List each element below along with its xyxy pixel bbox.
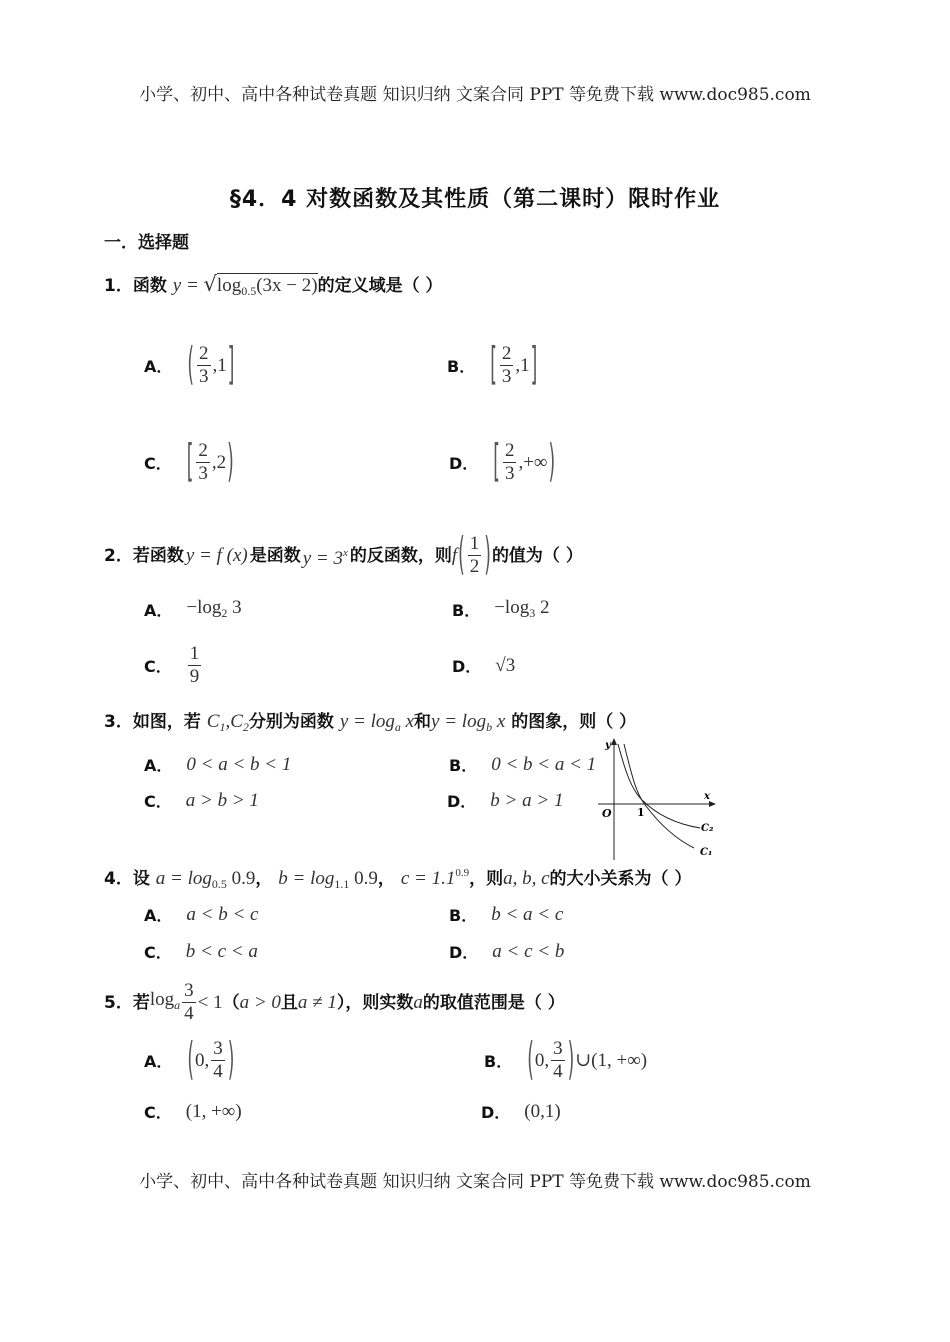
tick-label-one: 1 xyxy=(637,806,645,819)
option-d[interactable]: D． b > a > 1 xyxy=(447,789,564,811)
page-header: 小学、初中、高中各种试卷真题 知识归纳 文案合同 PPT 等免费下载 www.doc985.com xyxy=(139,85,811,105)
question-number: 4． xyxy=(104,869,133,889)
page-title: §4．4 对数函数及其性质（第二课时）限时作业 xyxy=(229,187,721,212)
y-axis-label: y xyxy=(605,740,611,751)
option-a[interactable]: A． ( 0, $\frac{3}{4}$ ) xyxy=(144,1034,235,1087)
question-3: 3．如图，若 $C_1,C_2$分别为函数 $y = \log_a x$和$y = \log_b x$ 的图象，则（ ） xyxy=(104,711,637,734)
option-a[interactable]: A． 0 < a < b < 1 xyxy=(144,753,292,775)
option-a[interactable]: A． ( $\frac{2}{3}$ ,1 ] xyxy=(144,339,235,392)
option-d[interactable]: D． a < c < b xyxy=(449,940,565,962)
x-axis-arrow-icon xyxy=(709,801,716,807)
option-b[interactable]: B． b < a < c xyxy=(449,903,564,925)
sqrt-icon: √ xyxy=(203,272,217,296)
option-c[interactable]: C． b < c < a xyxy=(144,940,258,962)
fraction: $\frac{3}{4}$ xyxy=(213,1038,223,1082)
fraction: $\frac{3}{4}$ xyxy=(553,1038,563,1082)
option-d[interactable]: D． (0,1) xyxy=(481,1100,561,1122)
option-c[interactable]: C． (1, +∞) xyxy=(144,1100,242,1122)
option-b[interactable]: B． $-\log_3$ 2 xyxy=(452,597,550,620)
question-text: 的定义域是（ ） xyxy=(317,276,443,296)
question-number: 3． xyxy=(104,712,133,732)
curve-c1 xyxy=(624,744,694,848)
origin-label: O xyxy=(602,807,612,820)
option-c[interactable]: C． a > b > 1 xyxy=(144,789,259,811)
sqrt-expression: $y = √\log_{0.5}(3x - 2)$ xyxy=(172,272,318,298)
question-4: 4．设 $a = \log_{0.5} 0.9$， $b = \log_{1.1} 0.9$， $c = 1.1^{0.9}$，则a, b, c的大小关系为（ ） xyxy=(104,867,692,891)
fraction: $\frac{2}{3}$ xyxy=(501,343,512,387)
y-axis-arrow-icon xyxy=(611,738,617,745)
question-number: 1． xyxy=(104,276,133,296)
option-a[interactable]: A． a < b < c xyxy=(144,903,259,925)
x-axis-label: x xyxy=(704,791,710,802)
fraction: $\frac{3}{4}$ xyxy=(184,980,194,1024)
section-heading: 一．选择题 xyxy=(104,233,189,253)
page-footer: 小学、初中、高中各种试卷真题 知识归纳 文案合同 PPT 等免费下载 www.doc985.com xyxy=(139,1172,811,1192)
question-1 xyxy=(104,272,443,303)
option-b[interactable]: B． ( 0, $\frac{3}{4}$ ) ∪(1, +∞) xyxy=(484,1034,648,1087)
fraction: $\frac{2}{3}$ xyxy=(504,440,515,484)
fraction: $\frac{1}{2}$ xyxy=(469,533,480,577)
curve-c2 xyxy=(618,744,700,828)
question-2: 2． 若函数 y = f (x) 是函数 $y = 3^x$ 的反函数，则 f ( $\frac{1}{2}$ ) 的值为（ ） xyxy=(104,529,583,582)
fraction: $\frac{2}{3}$ xyxy=(199,343,209,387)
curve-c1-label: C₁ xyxy=(700,847,713,858)
curve-c2-label: C₂ xyxy=(701,823,714,834)
option-b[interactable]: B． 0 < b < a < 1 xyxy=(449,753,597,775)
question-5: 5． 若 $\log_a$ $\frac{3}{4}$ < 1 （ a > 0 且 a ≠ 1 ），则实数 a 的取值范围是（ ） xyxy=(104,980,565,1024)
option-c[interactable]: C． [ $\frac{2}{3}$ ,2 ) xyxy=(144,436,234,489)
log-curves-graph xyxy=(596,736,726,862)
option-b[interactable]: B． [ $\frac{2}{3}$ ,1 ] xyxy=(447,339,538,392)
question-number: 5． xyxy=(104,992,133,1013)
fraction: $\frac{1}{9}$ xyxy=(189,643,200,687)
option-d[interactable]: D． [ $\frac{2}{3}$ ,+∞ ) xyxy=(449,436,556,489)
fraction: $\frac{2}{3}$ xyxy=(198,440,208,484)
option-c[interactable]: C． $\frac{1}{9}$ xyxy=(144,643,200,687)
option-a[interactable]: A． $-\log_2$ 3 xyxy=(144,597,242,620)
option-d[interactable]: D． √3 xyxy=(452,654,516,676)
question-number: 2． xyxy=(104,545,133,566)
question-text: 函数 xyxy=(132,276,167,296)
